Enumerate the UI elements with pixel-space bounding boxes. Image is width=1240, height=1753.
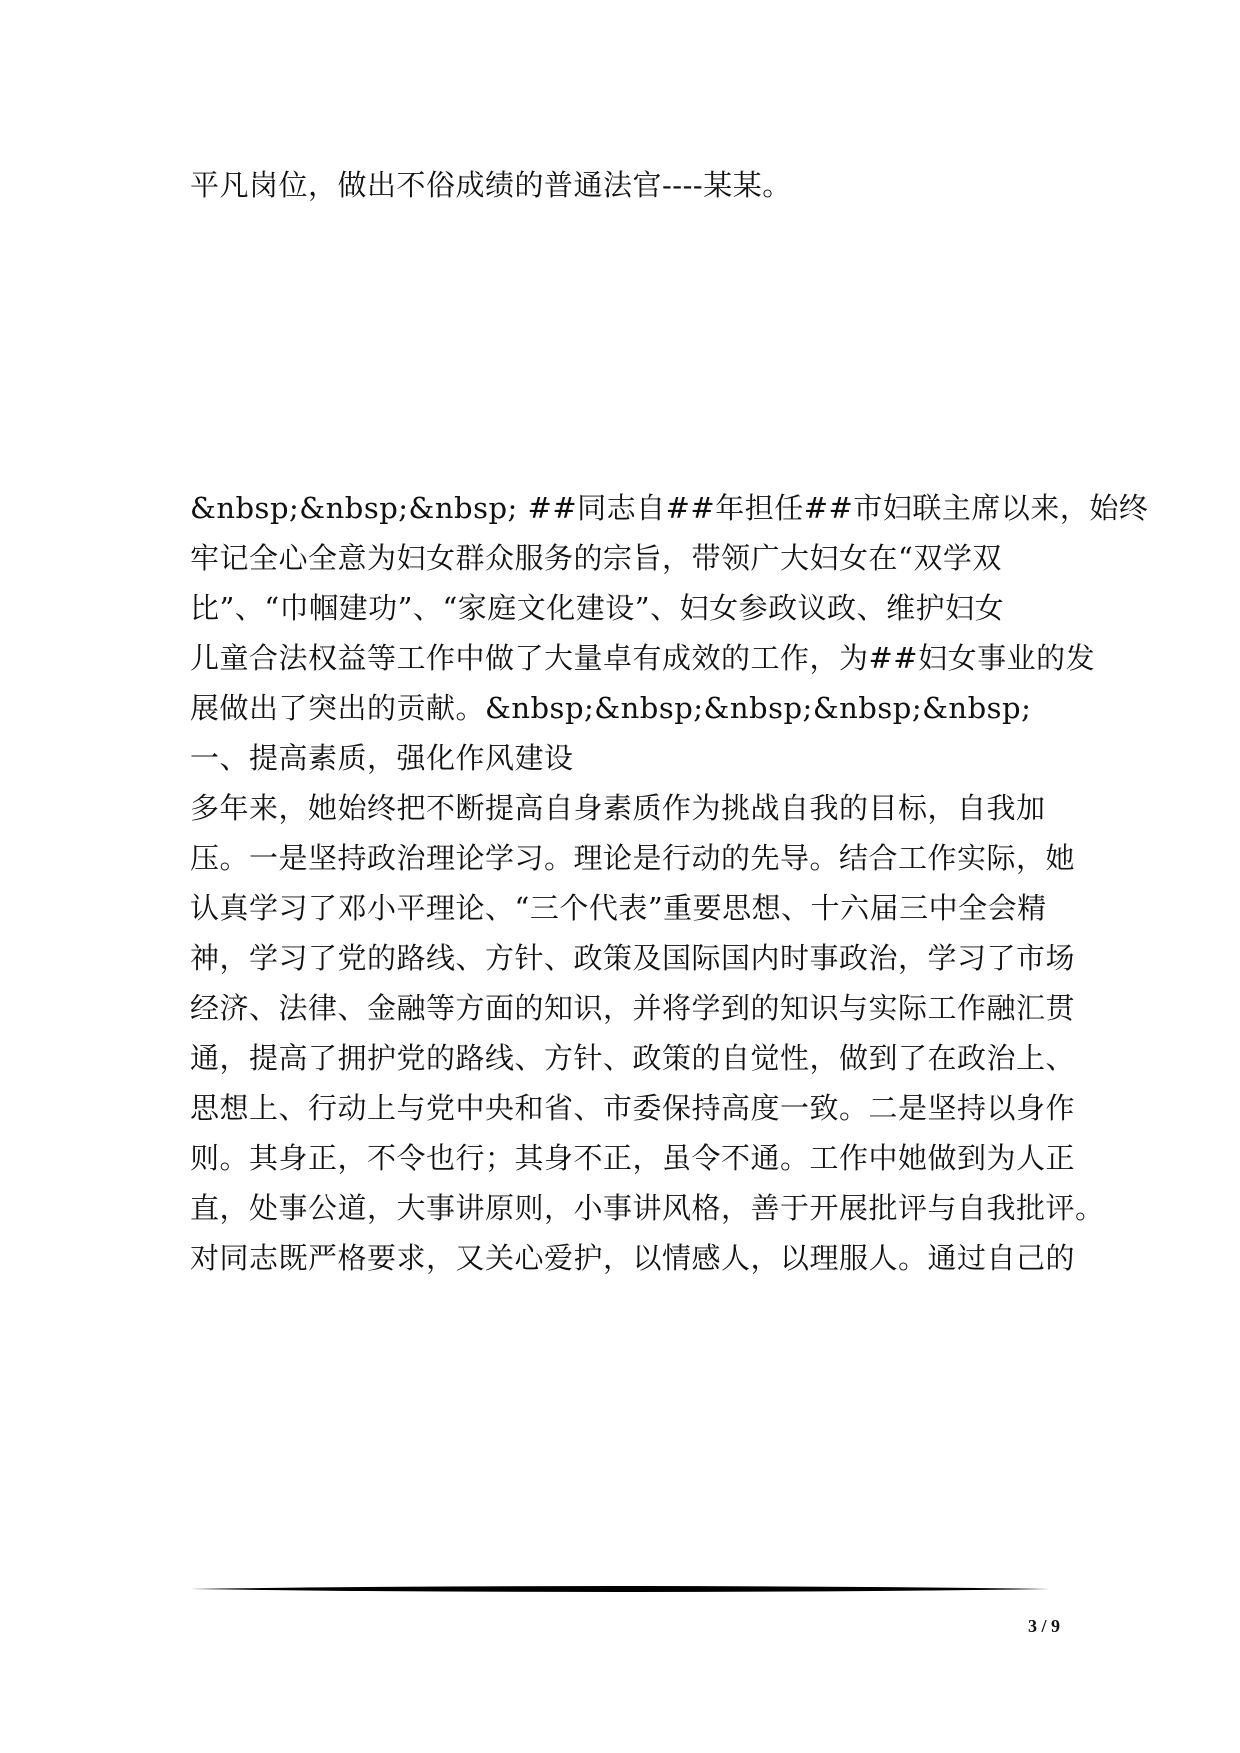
footer-divider xyxy=(190,1584,1050,1594)
body-line: 牢记全心全意为妇女群众服务的宗旨，带领广大妇女在“双学双 xyxy=(190,541,1002,575)
body-line: 对同志既严格要求，又关心爱护，以情感人，以理服人。通过自己的 xyxy=(190,1241,1076,1275)
body-line: &nbsp;&nbsp;&nbsp; ##同志自##年担任##市妇联主席以来，始终 xyxy=(190,491,1149,525)
body-line: 儿童合法权益等工作中做了大量卓有成效的工作，为##妇女事业的发 xyxy=(190,641,1096,675)
body-line: 比”、“巾帼建功”、“家庭文化建设”、妇女参政议政、维护妇女 xyxy=(190,591,1005,625)
page-number: 3 / 9 xyxy=(1027,1616,1060,1636)
body-line: 认真学习了邓小平理论、“三个代表”重要思想、十六届三中全会精 xyxy=(190,891,1047,925)
body-line: 经济、法律、金融等方面的知识，并将学到的知识与实际工作融汇贯 xyxy=(190,991,1076,1025)
body-line: 通，提高了拥护党的路线、方针、政策的自觉性，做到了在政治上、 xyxy=(190,1041,1076,1075)
body-line: 思想上、行动上与党中央和省、市委保持高度一致。二是坚持以身作 xyxy=(190,1091,1076,1125)
body-line: 神，学习了党的路线、方针、政策及国际国内时事政治，学习了市场 xyxy=(190,941,1076,975)
body-line: 展做出了突出的贡献。&nbsp;&nbsp;&nbsp;&nbsp;&nbsp; xyxy=(190,691,1032,725)
section-heading: 一、提高素质，强化作风建设 xyxy=(190,741,574,775)
body-text xyxy=(190,483,1149,1283)
body-line: 则。其身正，不令也行；其身不正，虽令不通。工作中她做到为人正 xyxy=(190,1141,1076,1175)
intro-line: 平凡岗位，做出不俗成绩的普通法官----某某。 xyxy=(190,168,792,202)
body-line: 压。一是坚持政治理论学习。理论是行动的先导。结合工作实际，她 xyxy=(190,841,1076,875)
body-line: 多年来，她始终把不断提高自身素质作为挑战自我的目标，自我加 xyxy=(190,791,1046,825)
body-line: 直，处事公道，大事讲原则，小事讲风格，善于开展批评与自我批评。 xyxy=(190,1191,1105,1225)
